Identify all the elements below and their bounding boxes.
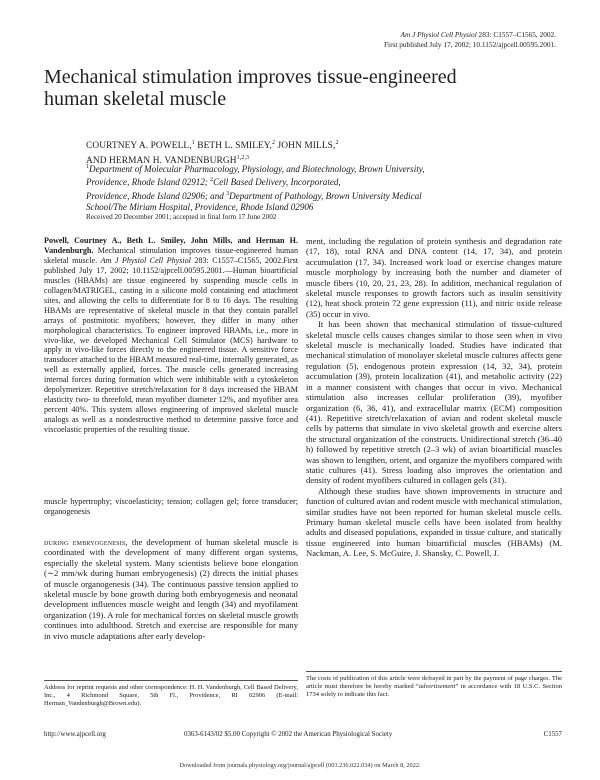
citation-line: Am J Physiol Cell Physiol 283: C1557–C1565, 2002. [400, 30, 556, 39]
footnote-rule-right [306, 671, 562, 672]
received-dates: Received 20 December 2001; accepted in final form 17 June 2002 [86, 213, 277, 221]
affiliations: $^1$Department of Molecular Pharmacology, Physiology, and Biotechnology, Brown University, Providence, Rhode Island 02912; $^2$Cell Based Delivery, Incorporated, Providence, Rhode Island 02906; and $^3$Department of Pathology, Brown University Medical School/The Miriam Hospital, Providence, Rhode Island 02906 [86, 164, 425, 212]
page-number: C1557 [543, 731, 562, 738]
paragraph: It has been shown that mechanical stimulation of tissue-cultured skeletal muscle cells causes changes similar to those seen when in vivo skeletal muscle is mechanically loaded. Studies have indicated that mechanical stimulation of monolayer skeletal muscle cultures affects gene regulation (5), endogenous protein expression (14, 32, 34), protein accumulation (39), protein localization (41), and metabolic activity (22) in a manner consistent with changes that occur in vivo. Mechanical stimulation also increases cellular proliferation (39), myofiber organization (6, 36, 41), and extracellular matrix (ECM) composition (41). Repetitive stretch/relaxation of avian and rodent skeletal muscle cells by patterns that simulate in vivo skeletal growth and exercise alters the structural organization of the constructs. Unidirectional stretch (36–40 h) followed by repetitive stretch (2–3 wk) of avian bioartificial muscles was shown to lengthen, orient, and organize the myofibers compared with static cultures (41). Stress loading also improves the orientation and density of rodent myofibers cultured in collagen gels (31). [306, 319, 562, 486]
copyright-line: 0363-6143/02 $5.00 Copyright © 2002 the American Physiological Society [184, 731, 393, 738]
intro-right-column [306, 236, 562, 559]
keywords: muscle hypertrophy; viscoelasticity; tension; collagen gel; force transducer; organogenesis [44, 497, 298, 516]
first-published-line: First published July 17, 2002; 10.1152/ajpcell.00595.2001. [383, 39, 556, 49]
abstract: Powell, Courtney A., Beth L. Smiley, John Mills, and Herman H. Vandenburgh. Mechanical stimulation improves tissue-engineered human skeletal muscle. Am J Physiol Cell Physiol 283: C1557–C1565, 2002.First published July 17, 2002; 10.1152/ajpcell.00595.2001.—Human bioartificial muscles (HBAMs) are tissue engineered by suspending muscle cells in collagen/MATRIGEL, casting in a silicone mold containing end attachment sites, and allowing the cells to differentiate for 8 to 16 days. The resulting HBAMs are representative of skeletal muscle in that they contain parallel arrays of postmitotic myofibers; however, they differ in many other morphological characteristics. To engineer improved HBAMs, i.e., more in vivo-like, we developed Mechanical Cell Stimulator (MCS) hardware to apply in vivo-like forces directly to the engineered tissue. A sensitive force transducer attached to the HBAM measured real-time, internally generated, as well as externally applied, forces. The muscle cells generated increasing internal forces during formation which were inhibitable with a cytoskeleton depolymerizer. Repetitive stretch/relaxation for 8 days increased the HBAM elasticity two- to threefold, mean myofiber diameter 12%, and myofiber area percent 40%. This system allows engineering of improved skeletal muscle analogs as well as a nondestructive method to determine passive force and viscoelastic properties of the resulting tissue. [44, 236, 298, 435]
running-header [136, 30, 556, 49]
intro-lead: during embryogenesis, [44, 537, 128, 547]
paragraph: ment, including the regulation of protein synthesis and degradation rate (17, 18), total RNA and DNA content (14, 17, 34), and protein accumulation (17, 34). Increased work load or exercise changes mature muscle morphology by increasing both the number and diameter of muscle fibers (10, 20, 21, 23, 28). In addition, mechanical regulation of skeletal muscle responses to growth factors such as insulin sensitivity (12), heat shock protein 72 gene expression (11), and nitric oxide release (35) occur in vivo. [306, 236, 562, 319]
journal-url-link[interactable]: http://www.ajpcell.org [44, 731, 106, 738]
page-charges-footnote: The costs of publication of this article were defrayed in part by the payment of page charges. The article must therefore be hereby marked “advertisement” in accordance with 18 U.S.C. Section 1734 solely to indicate this fact. [306, 675, 562, 699]
correspondence-footnote: Address for reprint requests and other correspondence: H. H. Vandenburgh, Cell Based Delivery, Inc., 4 Richmond Square, 5th Fl., Providence, RI 02906 (E-mail: Herman_Vandenburgh@Brown.edu). [44, 684, 298, 708]
author-list: COURTNEY A. POWELL,$^1$ BETH L. SMILEY,$^2$ JOHN MILLS,$^2$ AND HERMAN H. VANDENBURGH$^{1,2,3}$ [86, 140, 339, 166]
abstract-authors: Powell, Courtney A., Beth L. Smiley, John Mills, and Herman H. Vandenburgh. [44, 236, 298, 255]
article-title: Mechanical stimulation improves tissue-engineered human skeletal muscle [44, 66, 457, 110]
intro-left-column: during embryogenesis, the development of human skeletal muscle is coordinated with the development of many different organ systems, especially the skeletal system. Many scientists believe bone elongation (∼2 mm/wk during human embryogenesis) (2) directs the initial phases of muscle organogenesis (34). The continuous passive tension applied to skeletal muscle by bone growth during both embryogenesis and neonatal development influences muscle weight and length (34) and myofilament organization (19). A role for mechanical forces on skeletal muscle growth continues into adulthood. Stretch and exercise are responsible for many in vivo muscle adaptations after early develop- [44, 537, 298, 641]
download-notice: Downloaded from journals.physiology.org/journal/ajpcell (003.236.022.034) on March 8, 2022. [179, 762, 421, 769]
footnote-rule-left [44, 680, 298, 681]
paragraph: Although these studies have shown improvements in structure and function of cultured avian and rodent muscle with mechanical stimulation, similar studies have not been reported for human skeletal muscle cells. Primary human skeletal muscle cells have been isolated from healthy adults and diseased populations, expanded in tissue culture, and statically tissue engineered into human bioartificial muscles (HBAMs) (M. Nackman, A. Lee, S. McGuire, J. Shansky, C. Powell, J. [306, 485, 562, 559]
